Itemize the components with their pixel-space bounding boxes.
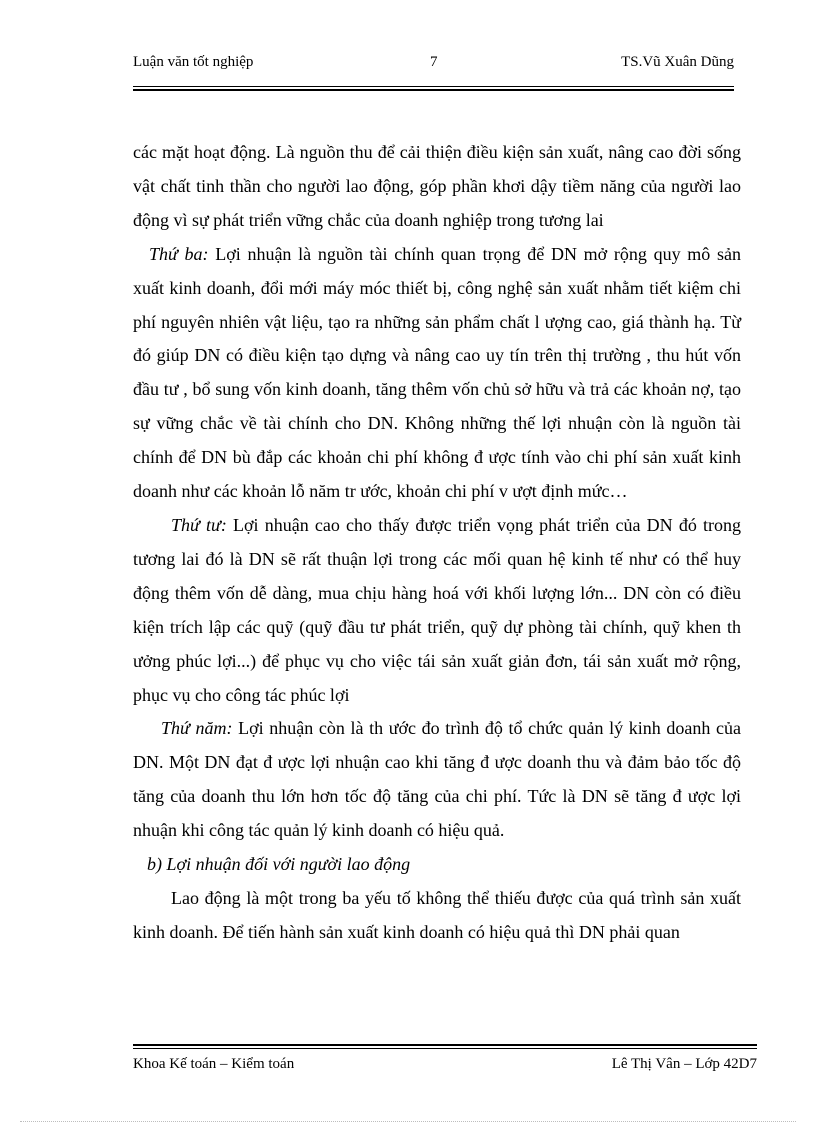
header-rule — [133, 86, 734, 91]
paragraph-thu-ba — [133, 238, 741, 509]
paragraph-thu-ba-text: Lợi nhuận là nguồn tài chính quan trọng để DN mở rộng quy mô sản xuất kinh doanh, đổi mới máy móc thiết bị, công nghệ sản xuất nhằm tiết kiệm chi phí nguyên nhiên vật liệu, tạo ra những sản phẩm chất l ượng cao, giá thành hạ. Từ đó giúp DN có điều kiện tạo dựng và nâng cao uy tín trên thị trường , thu hút vốn đầu tư , bổ sung vốn kinh doanh, tăng thêm vốn chủ sở hữu và trả các khoản nợ, tạo sự vững chắc về tài chính cho DN. Không những thế lợi nhuận còn là nguồn tài chính để DN bù đắp các khoản chi phí không đ ược tính vào chi phí sản xuất kinh doanh như các khoản lỗ năm tr ước, khoản chi phí v ượt định mức… — [133, 243, 741, 502]
paragraph-thu-tu — [133, 509, 741, 712]
paragraph-1: các mặt hoạt động. Là nguồn thu để cải thiện điều kiện sản xuất, nâng cao đời sống vật chất tinh thần cho người lao động, góp phần khơi dậy tiềm năng của người lao động vì sự phát triển vững chắc của doanh nghiệp trong tương lai — [133, 142, 741, 230]
paragraph-thu-ba-label: Thứ ba: — [149, 243, 209, 264]
footer-rule — [133, 1044, 757, 1049]
paragraph-thu-tu-label: Thứ tư: — [171, 514, 227, 535]
section-subheading: b) Lợi nhuận đối với người lao động — [147, 854, 411, 875]
paragraph-lao-dong: Lao động là một trong ba yếu tố không thể thiếu được của quá trình sản xuất kinh doanh. Để tiến hành sản xuất kinh doanh có hiệu quả thì DN phải quan — [133, 887, 741, 942]
page-number: 7 — [430, 54, 438, 70]
header-thesis-title: Luận văn tốt nghiệp — [133, 54, 254, 70]
page-bottom-dotted-line — [20, 1121, 796, 1122]
footer-author: Lê Thị Vân – Lớp 42D7 — [611, 1056, 757, 1072]
document-body — [133, 136, 741, 950]
header-supervisor: TS.Vũ Xuân Dũng — [621, 54, 734, 70]
paragraph-thu-nam-label: Thứ năm: — [161, 718, 233, 739]
footer-department: Khoa Kế toán – Kiểm toán — [133, 1056, 295, 1072]
paragraph-thu-nam — [133, 712, 741, 848]
paragraph-thu-tu-text: Lợi nhuận cao cho thấy được triển vọng phát triển của DN đó trong tương lai đó là DN sẽ rất thuận lợi trong các mối quan hệ kinh tế như có thể huy động thêm vốn dễ dàng, mua chịu hàng hoá với khối lượng lớn... DN còn có điều kiện trích lập các quỹ (quỹ đầu tư phát triển, quỹ dự phòng tài chính, quỹ khen th ưởng phúc lợi...) để phục vụ cho việc tái sản xuất giản đơn, tái sản xuất mở rộng, phục vụ cho công tác phúc lợi — [133, 514, 741, 705]
paragraph-thu-nam-text: Lợi nhuận còn là th ước đo trình độ tổ chức quản lý kinh doanh của DN. Một DN đạt đ ược lợi nhuận cao khi tăng đ ược doanh thu và đảm bảo tốc độ tăng của doanh thu lớn hơn tốc độ tăng của chi phí. Tức là DN sẽ tăng đ ược lợi nhuận khi công tác quản lý kinh doanh có hiệu quả. — [133, 718, 741, 841]
